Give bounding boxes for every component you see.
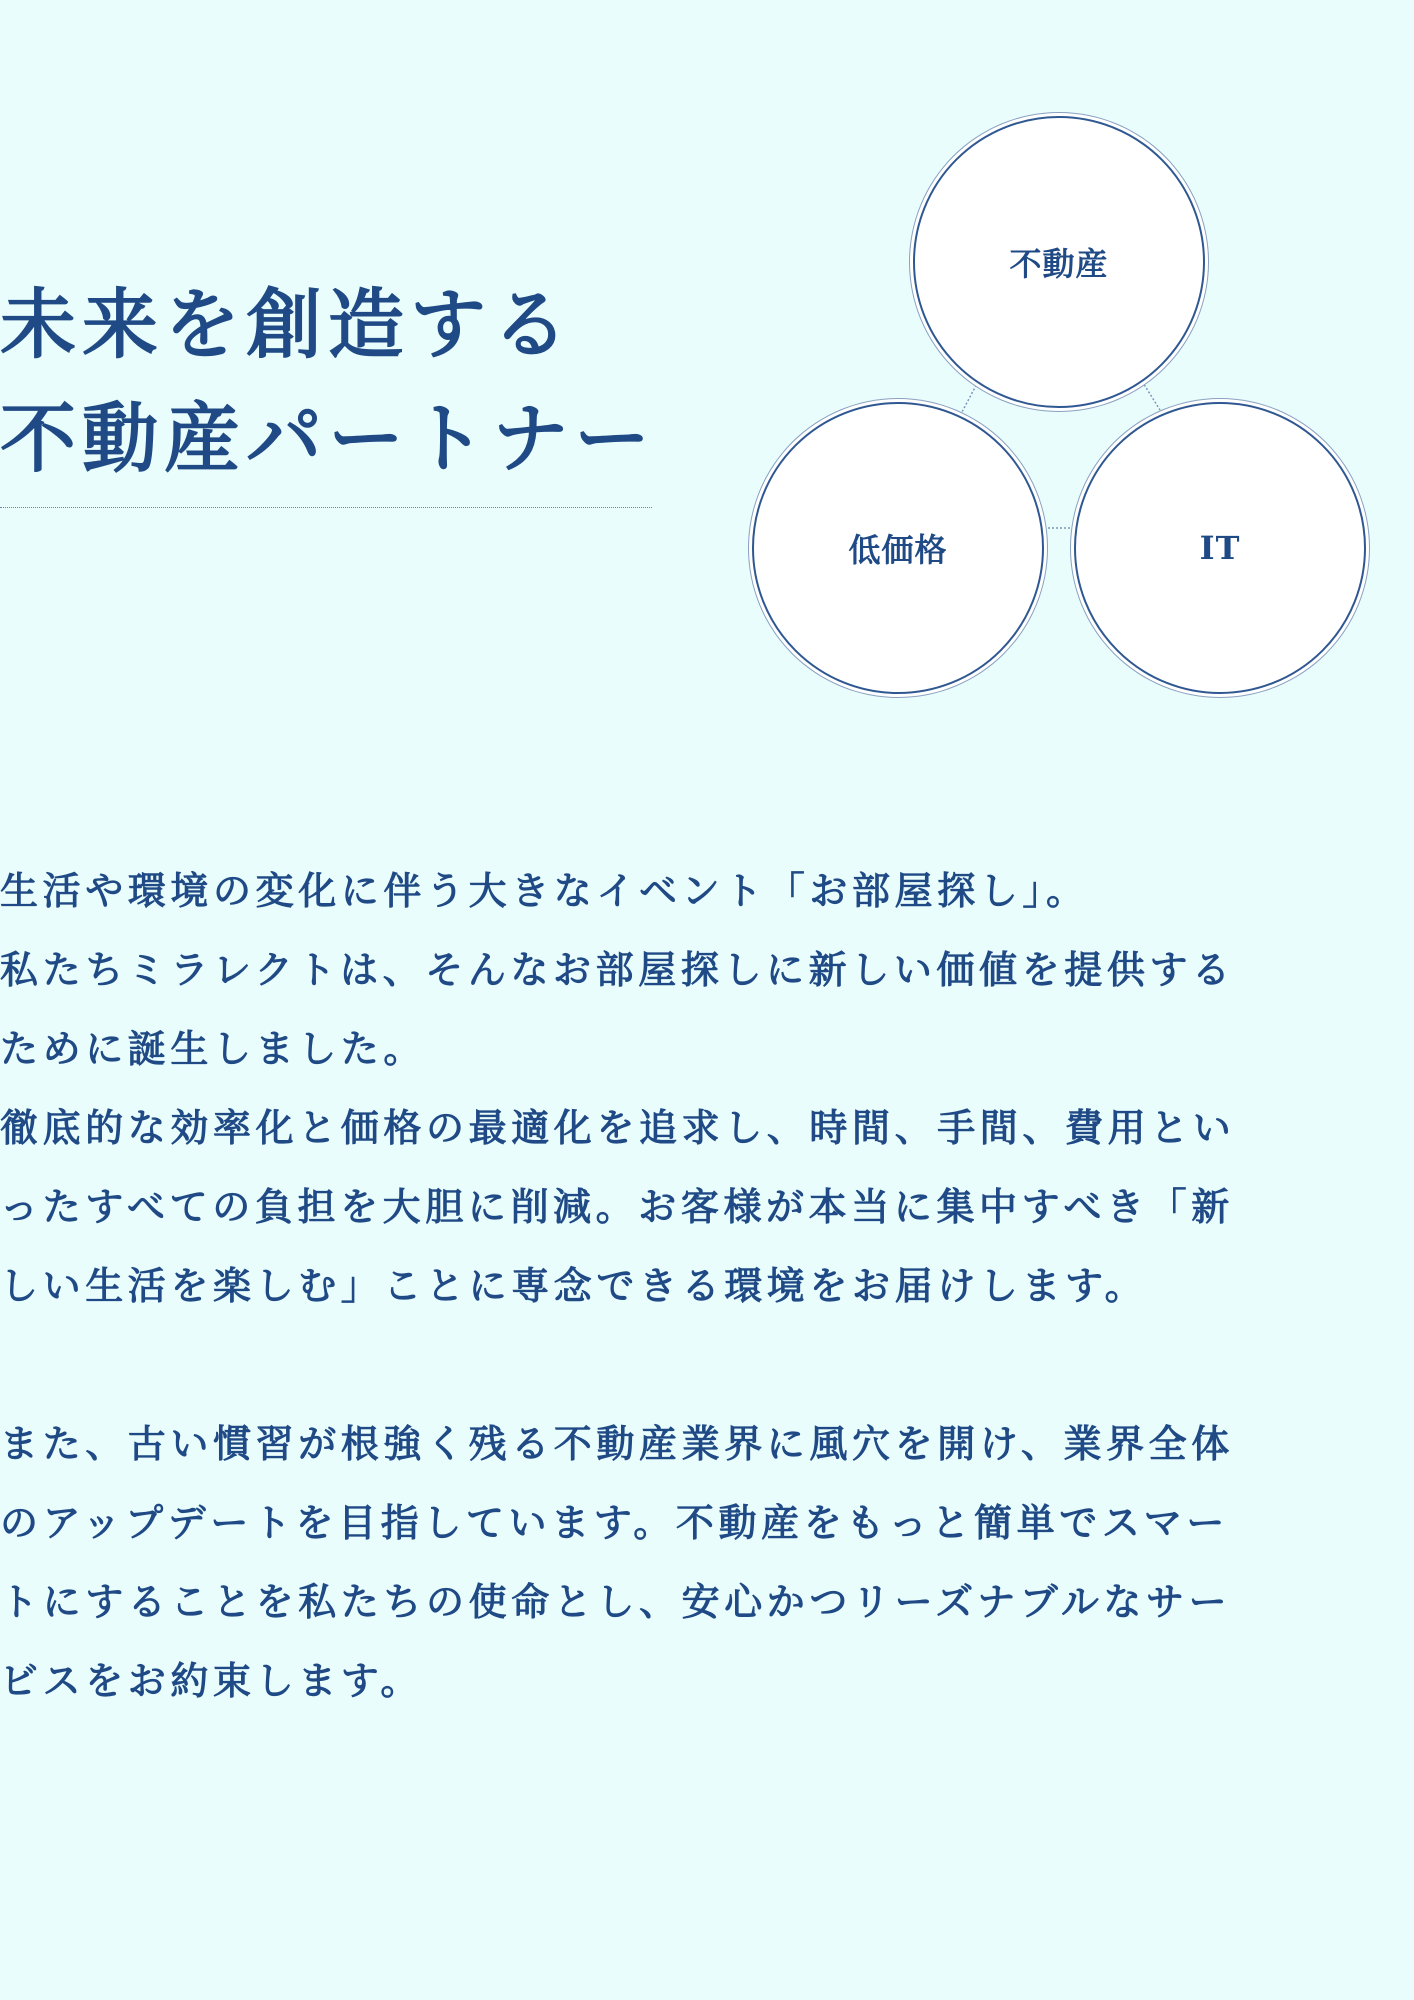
paragraph-1-line: 生活や環境の変化に伴う大きなイベント「お部屋探し」。 <box>0 869 1089 913</box>
paragraph-2-line: ビスをお約束します。 <box>0 1659 423 1703</box>
circle-label-low-price: 低価格 <box>848 531 948 569</box>
paragraph-1-line: ったすべての負担を大胆に削減。お客様が本当に集中すべき「新 <box>0 1185 1234 1229</box>
value-diagram <box>740 100 1380 700</box>
paragraph-1-line: 私たちミラレクトは、そんなお部屋探しに新しい価値を提供する <box>0 948 1235 992</box>
headline-line-2: 不動産パートナー <box>0 394 656 483</box>
circle-label-real-estate: 不動産 <box>1009 245 1109 283</box>
paragraph-1-line: しい生活を楽しむ」ことに専念できる環境をお届けします。 <box>0 1264 1148 1308</box>
circle-it <box>1074 402 1366 694</box>
paragraph-2-line: また、古い慣習が根強く残る不動産業界に風穴を開け、業界全体 <box>0 1422 1234 1466</box>
headline-divider <box>0 507 652 508</box>
paragraph-1-line: 徹底的な効率化と価格の最適化を追求し、時間、手間、費用とい <box>0 1106 1236 1150</box>
paragraph-2-line: のアップデートを目指しています。不動産をもっと簡単でスマー <box>0 1501 1229 1545</box>
paragraph-2-line: トにすることを私たちの使命とし、安心かつリーズナブルなサー <box>0 1580 1232 1624</box>
body-text <box>0 852 1414 1721</box>
circle-label-it: IT <box>1199 529 1241 567</box>
paragraph-1-line: ために誕生しました。 <box>0 1027 427 1071</box>
circle-low-price <box>752 402 1044 694</box>
connector-top-right <box>1140 378 1160 410</box>
paragraph-gap <box>0 1326 1414 1405</box>
circle-real-estate <box>913 116 1205 408</box>
headline <box>0 268 656 496</box>
headline-line-1: 未来を創造する <box>0 280 574 369</box>
